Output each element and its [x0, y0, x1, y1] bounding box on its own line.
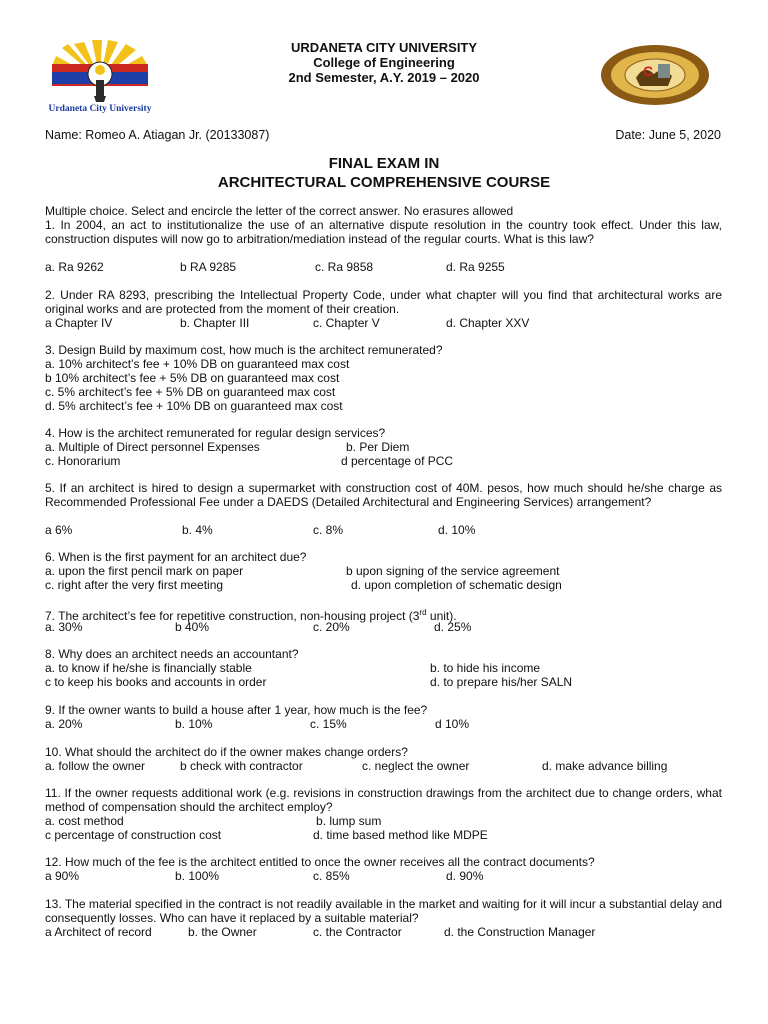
q13-option-c[interactable]: c. the Contractor	[313, 925, 402, 939]
q2-option-c[interactable]: c. Chapter V	[313, 316, 380, 330]
q13-option-b[interactable]: b. the Owner	[188, 925, 257, 939]
q12-option-a[interactable]: a 90%	[45, 869, 80, 883]
question-3-text: 3. Design Build by maximum cost, how much is the architect remunerated?	[45, 343, 443, 357]
university-name: URDANETA CITY UNIVERSITY	[290, 40, 478, 55]
q5-option-c[interactable]: c. 8%	[313, 523, 344, 537]
q6-option-c[interactable]: c. right after the very first meeting	[45, 578, 224, 592]
q12-option-c[interactable]: c. 85%	[313, 869, 350, 883]
logo-caption: Urdaneta City University	[48, 104, 152, 114]
q3-option-a[interactable]: a. 10% architect’s fee + 10% DB on guaranteed max cost	[45, 357, 350, 371]
q10-option-a[interactable]: a. follow the owner	[45, 759, 146, 773]
q6-option-b[interactable]: b upon signing of the service agreement	[346, 564, 560, 578]
q13-option-d[interactable]: d. the Construction Manager	[444, 925, 596, 939]
exam-title-line1: FINAL EXAM IN	[328, 155, 440, 172]
q7-option-d[interactable]: d. 25%	[434, 620, 472, 634]
q10-option-c[interactable]: c. neglect the owner	[362, 759, 470, 773]
question-7-text	[45, 606, 722, 623]
q11-option-b[interactable]: b. lump sum	[316, 814, 382, 828]
q11-option-d[interactable]: d. time based method like MDPE	[313, 828, 488, 842]
student-info-row	[45, 128, 721, 142]
q6-option-a[interactable]: a. upon the first pencil mark on paper	[45, 564, 244, 578]
q12-option-d[interactable]: d. 90%	[446, 869, 484, 883]
question-6-text: 6. When is the first payment for an architect due?	[45, 550, 307, 564]
q3-option-c[interactable]: c. 5% architect’s fee + 5% DB on guaranteed max cost	[45, 385, 336, 399]
question-2-text: 2. Under RA 8293, prescribing the Intellectual Property Code, under what chapter will you find that architectural works are original works and are protected from the moment of their creation.	[45, 288, 722, 316]
semester-line: 2nd Semester, A.Y. 2019 – 2020	[288, 70, 480, 85]
q4-option-d[interactable]: d percentage of PCC	[341, 454, 454, 468]
q8-option-a[interactable]: a. to know if he/she is financially stable	[45, 661, 252, 675]
question-13-text: 13. The material specified in the contract is not readily available in the market and waiting for it will incur a substantial delay and consequently losses. Who can have it replaced by a suitable material?	[45, 897, 722, 925]
exam-title-line2: ARCHITECTURAL COMPREHENSIVE COURSE	[217, 174, 551, 191]
q12-option-b[interactable]: b. 100%	[175, 869, 220, 883]
question-5-text: 5. If an architect is hired to design a supermarket with construction cost of 40M. pesos, how much should he/she charge as Recommended Professional Fee under a DAEDS (Detailed Architectural and Engineering Services) arrangement?	[45, 481, 722, 509]
q8-option-b[interactable]: b. to hide his income	[430, 661, 541, 675]
q10-option-b[interactable]: b check with contractor	[180, 759, 303, 773]
q4-option-b[interactable]: b. Per Diem	[346, 440, 410, 454]
q4-option-c[interactable]: c. Honorarium	[45, 454, 121, 468]
q1-option-a[interactable]: a. Ra 9262	[45, 260, 104, 274]
q10-option-d[interactable]: d. make advance billing	[542, 759, 668, 773]
q7-text-post: unit).	[426, 609, 457, 623]
q13-option-a[interactable]: a Architect of record	[45, 925, 152, 939]
instructions: Multiple choice. Select and encircle the letter of the correct answer. No erasures allowed	[45, 204, 514, 218]
q9-option-c[interactable]: c. 15%	[310, 717, 347, 731]
exam-date: Date: June 5, 2020	[615, 128, 721, 142]
q7-text-pre: 7. The architect’s fee for repetitive construction, non-housing project (3	[45, 609, 420, 623]
q9-option-a[interactable]: a. 20%	[45, 717, 83, 731]
college-name: College of Engineering	[313, 55, 455, 70]
q2-option-d[interactable]: d. Chapter XXV	[446, 316, 530, 330]
document-header	[0, 40, 768, 85]
question-4-text: 4. How is the architect remunerated for regular design services?	[45, 426, 386, 440]
question-1-text: 1. In 2004, an act to institutionalize the use of an alternative dispute resolution in the country took effect. Under this law, construction disputes will now go to arbitration/mediation instead of the regular courts. What is this law?	[45, 218, 722, 246]
q5-option-b[interactable]: b. 4%	[182, 523, 213, 537]
q5-option-d[interactable]: d. 10%	[438, 523, 476, 537]
q7-ordinal-suffix: rd	[419, 608, 427, 617]
question-12-text: 12. How much of the fee is the architect entitled to once the owner receives all the contract documents?	[45, 855, 595, 869]
q11-option-a[interactable]: a. cost method	[45, 814, 124, 828]
q11-option-c[interactable]: c percentage of construction cost	[45, 828, 222, 842]
question-8-text: 8. Why does an architect needs an accountant?	[45, 647, 299, 661]
q2-option-a[interactable]: a Chapter IV	[45, 316, 113, 330]
q3-option-d[interactable]: d. 5% architect’s fee + 10% DB on guaranteed max cost	[45, 399, 343, 413]
q7-option-c[interactable]: c. 20%	[313, 620, 350, 634]
q3-option-b[interactable]: b 10% architect’s fee + 5% DB on guaranteed max cost	[45, 371, 340, 385]
svg-text:C: C	[643, 63, 654, 79]
q8-option-d[interactable]: d. to prepare his/her SALN	[430, 675, 573, 689]
q1-option-c[interactable]: c. Ra 9858	[315, 260, 374, 274]
q7-option-b[interactable]: b 40%	[175, 620, 210, 634]
question-11-text: 11. If the owner requests additional work (e.g. revisions in construction drawings from the architect due to change orders, what method of compensation should the architect employ?	[45, 786, 722, 814]
student-name: Name: Romeo A. Atiagan Jr. (20133087)	[45, 128, 270, 142]
q4-option-a[interactable]: a. Multiple of Direct personnel Expenses	[45, 440, 260, 454]
q9-option-b[interactable]: b. 10%	[175, 717, 213, 731]
q2-option-b[interactable]: b. Chapter III	[180, 316, 250, 330]
q9-option-d[interactable]: d 10%	[435, 717, 470, 731]
q7-option-a[interactable]: a. 30%	[45, 620, 83, 634]
q1-option-b[interactable]: b RA 9285	[180, 260, 237, 274]
q1-option-d[interactable]: d. Ra 9255	[446, 260, 505, 274]
question-10-text: 10. What should the architect do if the owner makes change orders?	[45, 745, 408, 759]
q8-option-c[interactable]: c to keep his books and accounts in order	[45, 675, 267, 689]
q5-option-a[interactable]: a 6%	[45, 523, 73, 537]
question-9-text: 9. If the owner wants to build a house after 1 year, how much is the fee?	[45, 703, 428, 717]
q6-option-d[interactable]: d. upon completion of schematic design	[351, 578, 562, 592]
